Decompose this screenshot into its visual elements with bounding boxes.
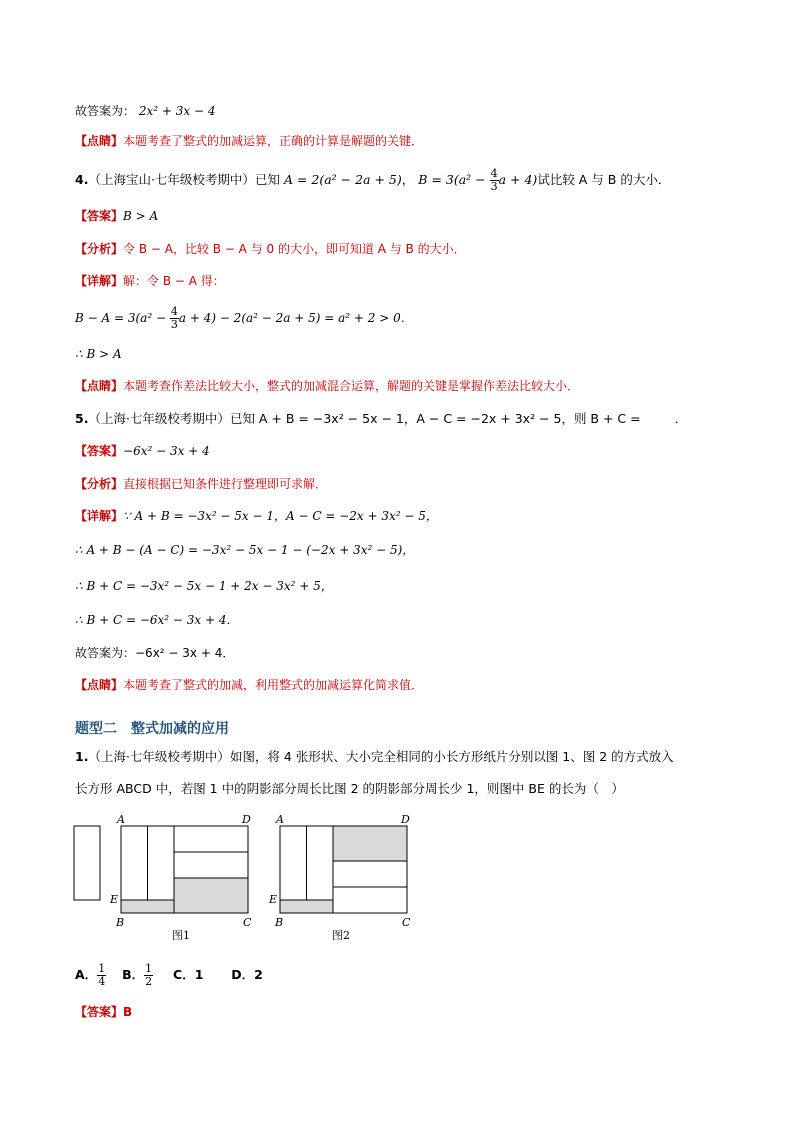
q5-answer xyxy=(75,443,210,459)
detail-label: 【详解】 xyxy=(75,274,124,288)
q4-therefore xyxy=(75,346,122,362)
calc-pre: B − A = 3(a² − xyxy=(75,311,167,325)
answer-value: B > A xyxy=(123,209,159,223)
comment-text: 本题考查了整式的加减，利用整式的加减运算化简求值． xyxy=(123,678,424,692)
figure xyxy=(68,812,428,947)
fig1-shade-right xyxy=(174,878,248,913)
q5-analysis xyxy=(75,476,327,492)
q5-detail-4 xyxy=(75,612,239,628)
q4-calculation xyxy=(75,305,413,331)
fig2-label-b: B xyxy=(275,916,284,929)
q4-fraction xyxy=(490,168,499,193)
fig1-label-e: E xyxy=(110,893,119,906)
therefore-text: ∴ B > A xyxy=(75,347,122,361)
q4-expr-a: A = 2(a² − 2a + 5) xyxy=(283,172,402,187)
fraction-numerator: 4 xyxy=(490,167,498,180)
choice-label: D． xyxy=(231,967,255,982)
answer-label: 【答案】 xyxy=(75,209,124,223)
fig2-caption: 图2 xyxy=(332,929,350,942)
analysis-text: 令 B − A，比较 B − A 与 0 的大小，即可知道 A 与 B 的大小． xyxy=(123,242,466,256)
choice-c[interactable] xyxy=(173,967,203,982)
calc-fraction xyxy=(170,306,179,331)
q5-detail-2 xyxy=(75,542,414,558)
q5-comment xyxy=(75,677,423,693)
q5-stem-end: ． xyxy=(674,411,688,426)
s2-q1-line1 xyxy=(75,749,674,765)
comment-label: 【点睛】 xyxy=(75,134,124,148)
fig1-label-d: D xyxy=(242,813,251,826)
choice-value: 1 xyxy=(194,967,204,982)
q4-detail xyxy=(75,273,225,289)
choice-d[interactable] xyxy=(231,967,263,982)
fig2-label-a: A xyxy=(276,813,284,826)
q5-detail-3 xyxy=(75,578,333,594)
answer-label: 【答案】 xyxy=(75,1005,124,1019)
choice-label: B． xyxy=(122,967,145,982)
figure-1 xyxy=(109,813,252,942)
q5-stem-text: 已知 A + B = −3x² − 5x − 1，A − C = −2x + 3x² − 5，则 B + C = xyxy=(229,411,641,426)
q5-final xyxy=(75,645,234,661)
fig2-shade-top xyxy=(333,826,407,861)
q4-comment xyxy=(75,378,579,394)
q5-number: 5. xyxy=(75,411,89,426)
fig1-label-b: B xyxy=(116,916,125,929)
q4-stem-a: 已知 xyxy=(254,172,280,187)
comment-text: 本题考查了整式的加减运算，正确的计算是解题的关键． xyxy=(123,134,424,148)
q1-number: 1. xyxy=(75,749,89,764)
answer-label: 【答案】 xyxy=(75,444,124,458)
q4-stem-b: 试比较 A 与 B 的大小． xyxy=(537,172,671,187)
fig2-label-d: D xyxy=(401,813,410,826)
analysis-text: 直接根据已知条件进行整理即可求解． xyxy=(123,477,328,491)
answer-value: B xyxy=(123,1005,133,1019)
small-rectangle xyxy=(74,826,100,900)
q4-answer xyxy=(75,208,158,224)
fraction-denominator: 3 xyxy=(170,318,178,331)
fraction-numerator: 1 xyxy=(98,962,106,975)
q4-separator: ， xyxy=(401,172,415,187)
answer-prefix: 故答案为： xyxy=(75,104,136,118)
fig1-label-c: C xyxy=(243,916,252,929)
q5-detail-1 xyxy=(75,508,438,524)
q4-expr-b-pre: B = 3(a² − xyxy=(418,172,486,187)
fig2-label-e: E xyxy=(269,893,278,906)
fig1-caption: 图1 xyxy=(172,929,190,942)
comment-label: 【点睛】 xyxy=(75,379,124,393)
calc-post: a + 4) − 2(a² − 2a + 5) = a² + 2 > 0． xyxy=(178,311,413,325)
comment-text: 本题考查作差法比较大小，整式的加减混合运算，解题的关键是掌握作差法比较大小． xyxy=(123,379,580,393)
previous-answer-line xyxy=(75,103,215,119)
section-heading: 题型二 整式加减的应用 xyxy=(75,721,229,737)
fig1-shade-bottom xyxy=(121,900,174,913)
s2-answer xyxy=(75,1004,132,1020)
choice-b[interactable] xyxy=(122,962,153,988)
previous-comment-line xyxy=(75,133,423,149)
fig2-label-c: C xyxy=(402,916,411,929)
fraction-denominator: 4 xyxy=(98,975,106,988)
choice-label: A． xyxy=(75,967,98,982)
choice-label: C． xyxy=(173,967,195,982)
analysis-label: 【分析】 xyxy=(75,477,124,491)
choice-fraction xyxy=(144,963,153,988)
choices xyxy=(75,962,263,988)
q5-stem xyxy=(75,411,687,427)
choice-fraction xyxy=(97,963,106,988)
answer-value: −6x² − 3x + 4 xyxy=(123,444,210,458)
q4-analysis xyxy=(75,241,466,257)
step-1: ∵ A + B = −3x² − 5x − 1，A − C = −2x + 3x² − 5， xyxy=(123,509,438,523)
q4-expr-b-post: a + 4) xyxy=(498,172,538,187)
s2-q1-line2: 长方形 ABCD 中，若图 1 中的阴影部分周长比图 2 的阴影部分周长少 1，则图中 BE 的长为（ ） xyxy=(75,781,624,796)
fig1-label-a: A xyxy=(117,813,125,826)
detail-text: 解：令 B − A 得： xyxy=(123,274,225,288)
step-2: ∴ A + B − (A − C) = −3x² − 5x − 1 − (−2x + 3x² − 5)， xyxy=(75,543,415,557)
q1-text-1: 如图，将 4 张形状、大小完全相同的小长方形纸片分别以图 1、图 2 的方式放入 xyxy=(229,749,674,764)
final-answer: 故答案为：−6x² − 3x + 4． xyxy=(75,646,235,660)
fig2-shade-bottom xyxy=(280,900,333,913)
fraction-numerator: 1 xyxy=(145,962,153,975)
analysis-label: 【分析】 xyxy=(75,242,124,256)
q4-number: 4. xyxy=(75,172,89,187)
fraction-denominator: 2 xyxy=(145,975,153,988)
q4-source: （上海宝山·七年级校考期中） xyxy=(88,172,255,187)
fraction-denominator: 3 xyxy=(490,180,498,193)
q4-stem xyxy=(75,167,670,193)
q5-source: （上海·七年级校考期中） xyxy=(88,411,230,426)
q1-source: （上海·七年级校考期中） xyxy=(88,749,230,764)
step-3: ∴ B + C = −3x² − 5x − 1 + 2x − 3x² + 5， xyxy=(75,579,333,593)
detail-label: 【详解】 xyxy=(75,509,124,523)
figure-2 xyxy=(268,813,411,942)
choice-value: 2 xyxy=(254,967,263,982)
choice-a[interactable] xyxy=(75,962,106,988)
answer-expression: 2x² + 3x − 4 xyxy=(138,104,216,118)
fraction-numerator: 4 xyxy=(170,305,178,318)
comment-label: 【点睛】 xyxy=(75,678,124,692)
step-4: ∴ B + C = −6x² − 3x + 4． xyxy=(75,613,239,627)
